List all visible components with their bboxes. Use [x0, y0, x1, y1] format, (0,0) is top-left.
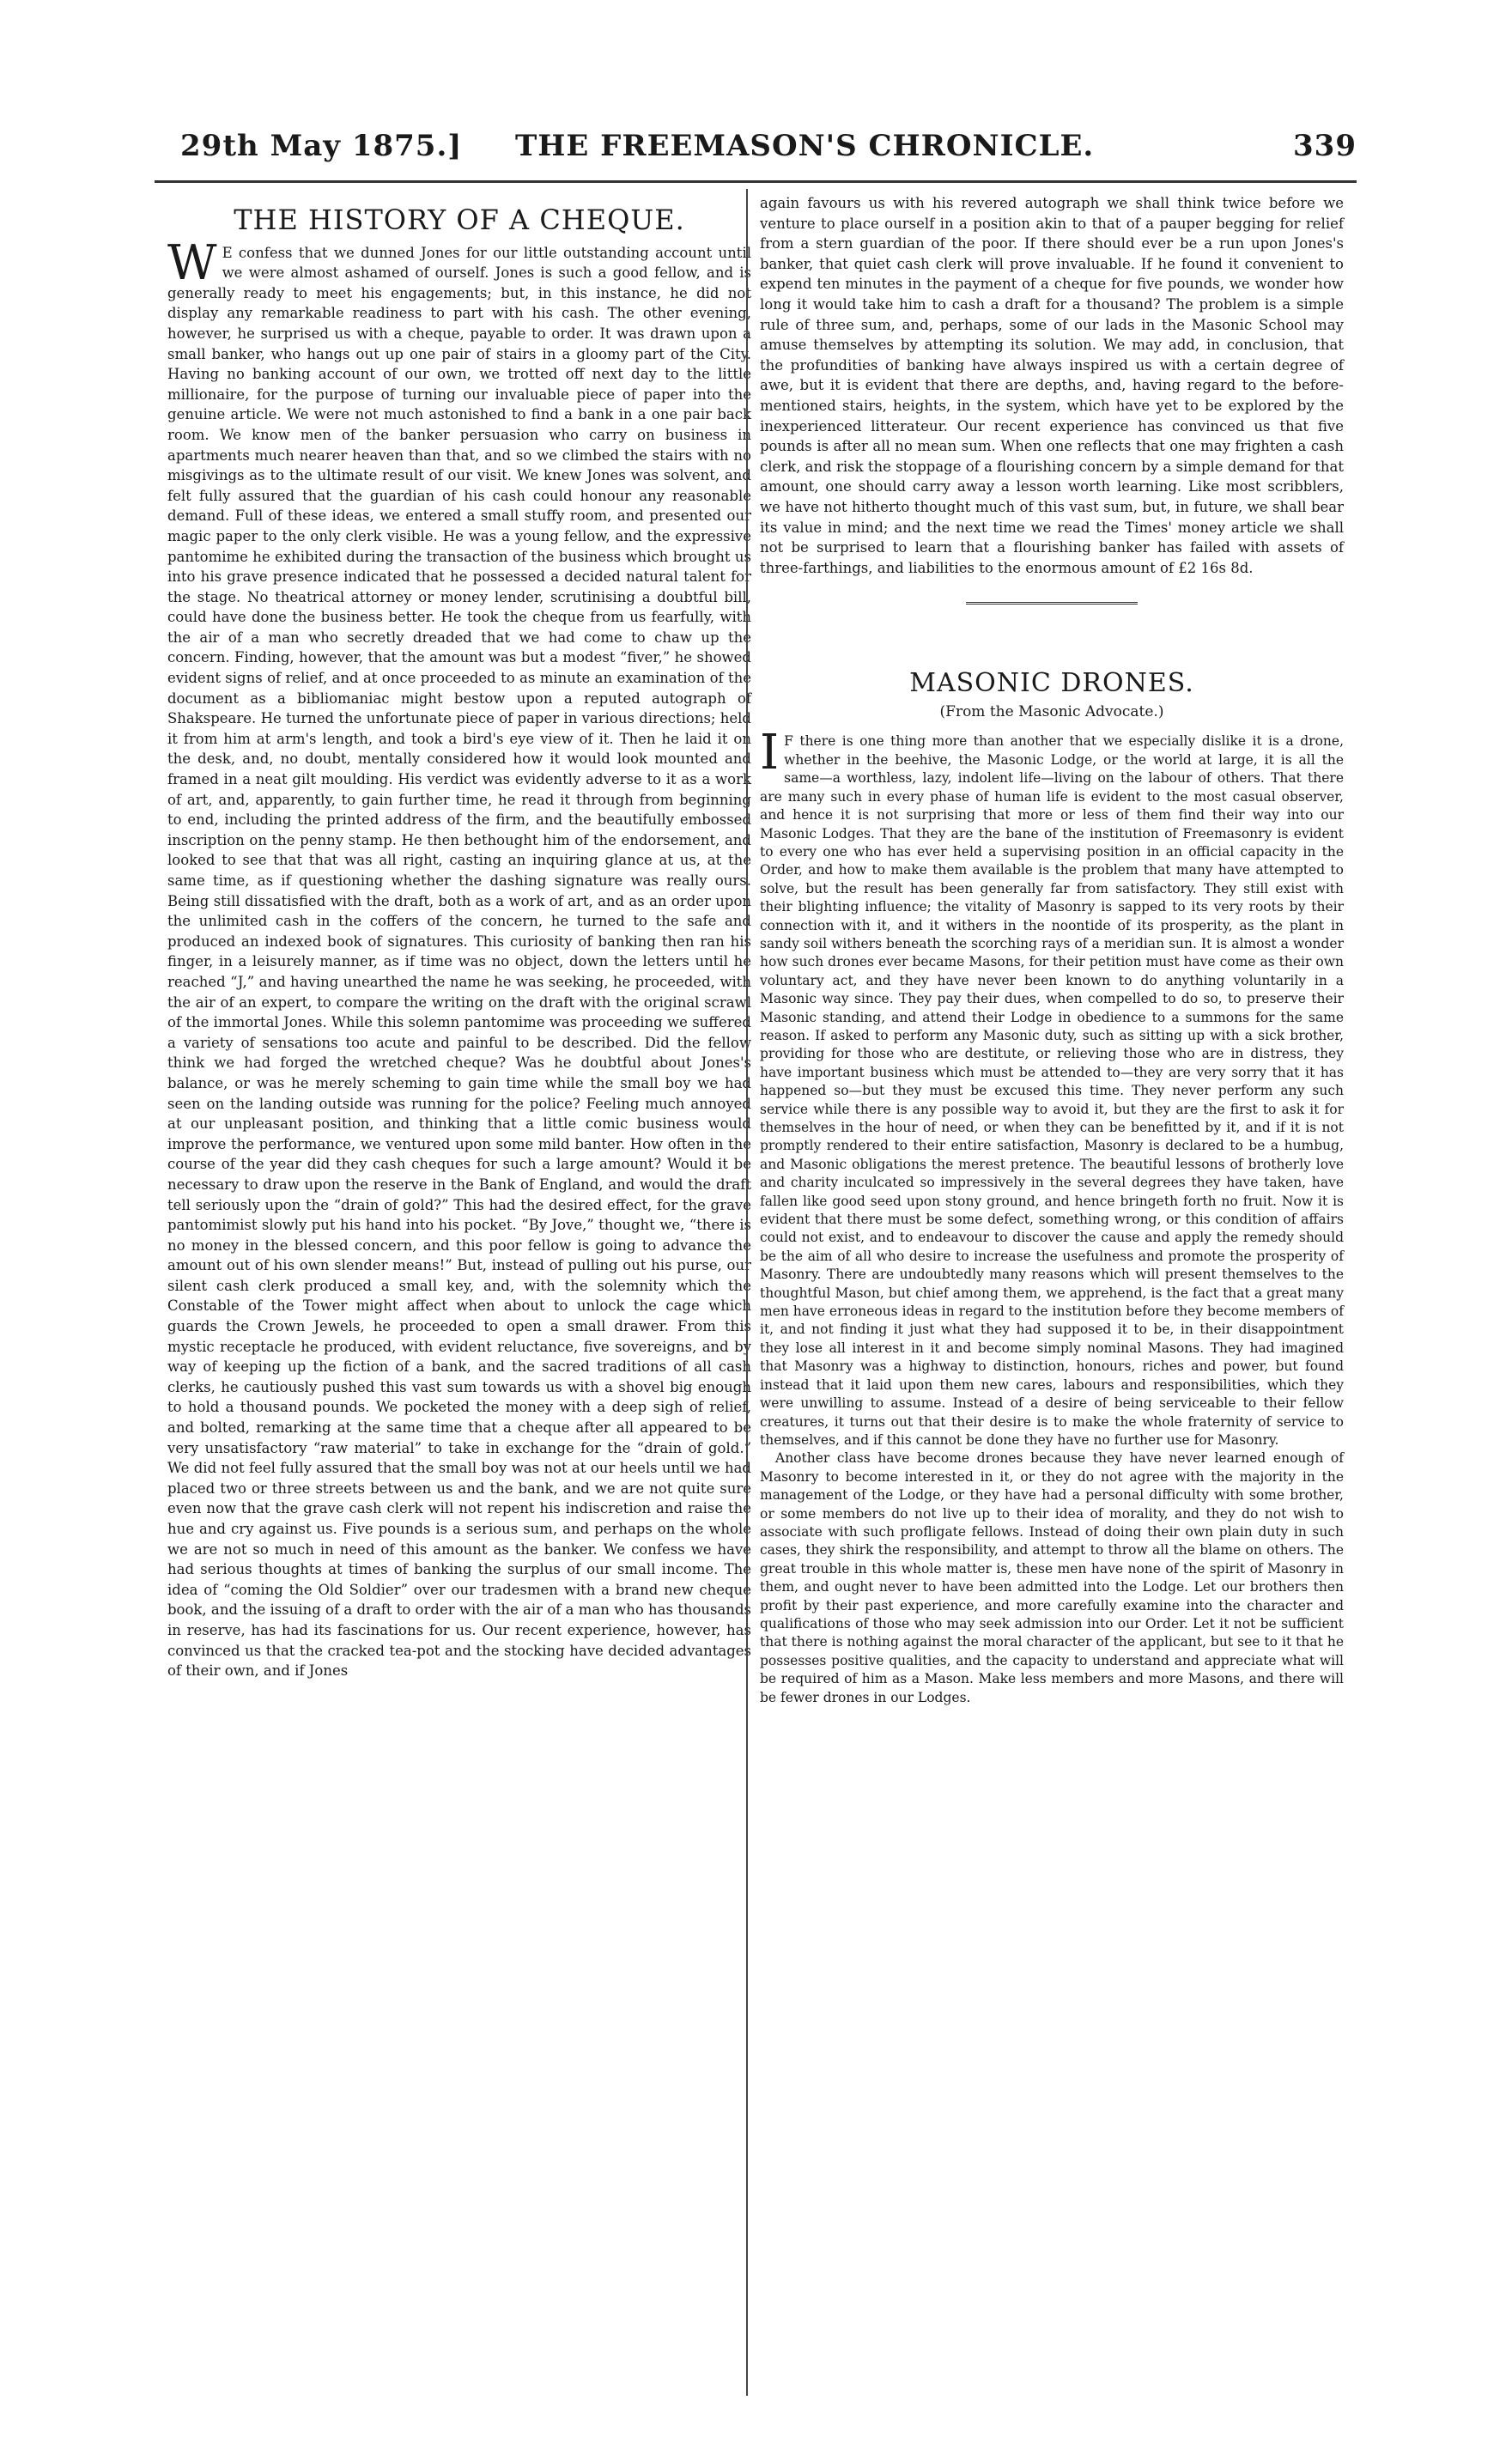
- column-left: [167, 193, 751, 1681]
- column-right: [760, 193, 1344, 1707]
- article-paragraph: [167, 234, 751, 1681]
- publication-title: THE FREEMASON'S CHRONICLE.: [515, 129, 1095, 163]
- second-article-body: [760, 725, 1344, 1707]
- column-divider: [746, 189, 748, 2396]
- masthead: [155, 129, 1357, 180]
- second-article-title: MASONIC DRONES.: [909, 668, 1194, 699]
- article-title: THE HISTORY OF A CHEQUE.: [234, 204, 685, 236]
- article-paragraph-continued: again favours us with his revered autograph we shall think twice before we venture to place ourself in a position akin to that of a pauper begging for relief from a stern guardian of the poor. If there should ever be a run upon Jones's banker, that quiet cash clerk will prove invaluable. If he found it convenient to expend ten minutes in the payment of a cheque for five pounds, we wonder how long it would take him to cash a draft for a thousand? The problem is a simple rule of three sum, and, perhaps, some of our lads in the Masonic School may amuse themselves by attempting its solution. We may add, in conclusion, that the profundities of banking have always inspired us with a certain degree of awe, but it is evident that there are depths, and, having regard to the before-mentioned stairs, heights, in the system, which have yet to be explored by the inexperienced litterateur. Our recent experience has convinced us that five pounds is after all no mean sum. When one reflects that one may frighten a cash clerk, and risk the stoppage of a flourishing concern by a simple demand for that amount, one should carry away a lesson worth learning. Like most scribblers, we have not hitherto thought much of this vast sum, but, in future, we shall bear its value in mind; and the next time we read the Times' money article we shall not be surprised to learn that a flourishing banker has failed with assets of three-farthings, and liabilities to the enormous amount of £2 16s 8d.: [760, 195, 1344, 576]
- header-rule: [155, 180, 1357, 183]
- page-number: 339: [1293, 129, 1357, 163]
- article-paragraph: [760, 725, 1344, 1449]
- drop-cap: W: [167, 234, 217, 291]
- article-text: E confess that we dunned Jones for our little outstanding account until we were almost ashamed of ourself. Jones is such a good fellow, and is generally ready to meet his engagements; but, in this instance, he did not display any remarkable readiness to part with his cash. The other evening, however, he surprised us with a cheque, payable to order. It was drawn upon a small banker, who hangs out up one pair of stairs in a gloomy part of the City. Having no banking account of our own, we trotted off next day to the little millionaire, for the purpose of turning our invaluable piece of paper into the genuine article. We were not much astonished to find a bank in a one pair back room. We know men of the banker persuasion who carry on business in apartments much nearer heaven than that, and so we climbed the stairs with no misgivings as to the ultimate result of our visit. We knew Jones was solvent, and felt fully assured that the guardian of his cash could honour any reasonable demand. Full of these ideas, we entered a small stuffy room, and presented our magic paper to the only clerk visible. He was a young fellow, and the expressive pantomime he exhibited during the transaction of the business which brought us into his grave presence indicated that he possessed a decided natural talent for the stage. No theatrical attorney or money lender, scrutinising a doubtful bill, could have done the business better. He took the cheque from us fearfully, with the air of a man who secretly dreaded that we had come to chaw up the concern. Finding, however, that the amount was but a modest “fiver,” he showed evident signs of relief, and at once proceeded to as minute an examination of the document as a bibliomaniac might bestow upon a reputed autograph of Shakspeare. He turned the unfortunate piece of paper in various directions; held it from him at arm's length, and took a bird's eye view of it. Then he laid it on the desk, and, no doubt, mentally considered how it would look mounted and framed in a neat gilt moulding. His verdict was evidently adverse to it as a work of art, and, apparently, to gain further time, he read it through from beginning to end, including the printed address of the firm, and the beautifully embossed inscription on the penny stamp. He then bethought him of the endorsement, and looked to see that that was all right, casting an inquiring glance at us, at the same time, as if questioning whether the dashing signature was really ours. Being still dissatisfied with the draft, both as a work of art, and as an order upon the unlimited cash in the coffers of the concern, he turned to the safe and produced an indexed book of signatures. This curiosity of banking then ran his finger, in a leisurely manner, as if time was no object, down the letters until he reached “J,” and having unearthed the name he was seeking, he proceeded, with the air of an expert, to compare the writing on the draft with the original scrawl of the immortal Jones. While this solemn pantomime was proceeding we suffered a variety of sensations too acute and painful to be described. Did the fellow think we had forged the wretched cheque? Was he doubtful about Jones's balance, or was he merely scheming to gain time while the small boy we had seen on the landing outside was running for the police? Feeling much annoyed at our unpleasant position, and thinking that a little comic business would improve the performance, we ventured upon some mild banter. How often in the course of the year did they cash cheques for such a large amount? Would it be necessary to draw upon the reserve in the Bank of England, and would the draft tell seriously upon the “drain of gold?” This had the desired effect, for the grave pantomimist slowly put his hand into his pocket. “By Jove,” thought we, “there is no money in the blessed concern, and this poor fellow is going to advance the amount out of his own slender means!” But, instead of pulling out his purse, our silent cash clerk produced a small key, and, with the solemnity which the Constable of the Tower might affect when about to unlock the cage which guards the Crown Jewels, he proceeded to open a small drawer. From this mystic receptacle he produced, with evident reluctance, five sovereigns, and by way of keeping up the fiction of a bank, and the sacred traditions of all cash clerks, he cautiously pushed this vast sum towards us with a shovel big enough to hold a thousand pounds. We pocketed the money with a deep sigh of relief, and bolted, remarking at the same time that a cheque after all appeared to be very unsatisfactory “raw material” to take in exchange for the “drain of gold.” We did not feel fully assured that the small boy was not at our heels until we had placed two or three streets between us and the bank, and we are not quite sure even now that the grave cash clerk will not repent his indiscretion and raise the hue and cry against us. Five pounds is a serious sum, and perhaps on the whole we are not so much in need of this amount as the banker. We confess we have had serious thoughts at times of banking the surplus of our small income. The idea of “coming the Old Soldier” over our tradesmen with a brand new cheque book, and the issuing of a draft to order with the air of a man who has thousands in reserve, has had its fascinations for us. Our recent experience, however, has convinced us that the cracked tea-pot and the stocking have decided advantages of their own, and if Jones: [167, 244, 751, 1680]
- article-text: F there is one thing more than another that we especially dislike it is a drone, whether in the beehive, the Masonic Lodge, or the world at large, it is all the same—a worthless, lazy, indolent life—living on the labour of others. That there are many such in every phase of human life is evident to the most casual observer, and hence it is not surprising that more or less of them find their way into our Masonic Lodges. That they are the bane of the institution of Freemasonry is evident to every one who has ever held a supervising position in an official capacity in the Order, and how to make them available is the problem that many have attempted to solve, but the result has been generally far from satisfactory. They still exist with their blighting influence; the vitality of Masonry is sapped to its very roots by their connection with it, and it withers in the noontide of its prosperity, as the plant in sandy soil withers beneath the scorching rays of a meridian sun. It is almost a wonder how such drones ever became Masons, for their petition must have come as their own voluntary act, and they have never been known to do anything voluntarily in a Masonic way since. They pay their dues, when compelled to do so, to preserve their Masonic standing, and attend their Lodge in obedience to a summons for the same reason. If asked to perform any Masonic duty, such as sitting up with a sick brother, providing for those who are destitute, or relieving those who are in distress, they have important business which must be attended to—they are very sorry that it has happened so—but they must be excused this time. They never perform any such service while there is any possible way to avoid it, but they are the first to ask it for themselves in the hour of need, or when they can be benefitted by it, and if it is not promptly rendered to their entire satisfaction, Masonry is declared to be a humbug, and Masonic obligations the merest pretence. The beautiful lessons of brotherly love and charity inculcated so impressively in the several degrees they have taken, have fallen like good seed upon stony ground, and hence bringeth forth no fruit. Now it is evident that there must be some defect, something wrong, or this condition of affairs could not exist, and to endeavour to discover the cause and apply the remedy should be the aim of all who desire to increase the usefulness and promote the prosperity of Masonry. There are undoubtedly many reasons which will present themselves to the thoughtful Mason, but chief among them, we apprehend, is the fact that a great many men have erroneous ideas in regard to the institution before they become members of it, and not finding it just what they had supposed it to be, in their disappointment they lose all interest in it and become simply nominal Masons. They had imagined that Masonry was a highway to distinction, honours, riches and power, but found instead that it laid upon them new cares, labours and responsibilities, which they were unwilling to assume. Instead of a desire of being serviceable to their fellow creatures, it turns out that their desire is to make the whole fraternity of service to themselves, and if this cannot be done they have no further use for Masonry.: [760, 733, 1344, 1448]
- section-divider-ornament: [966, 602, 1138, 605]
- article-source: (From the Masonic Advocate.): [939, 702, 1164, 720]
- article-paragraph: Another class have become drones because they have never learned enough of Masonry to become interested in it, or they do not agree with the majority in the management of the Lodge, or they have had a personal difficulty with some brother, or some members do not live up to their idea of morality, and they do not wish to associate with such profligate fellows. Instead of doing their own plain duty in such cases, they shirk the responsibility, and attempt to throw all the blame on others. The great trouble in this whole matter is, these men have none of the spirit of Masonry in them, and ought never to have been admitted into the Lodge. Let our brothers then profit by their past experience, and more carefully examine into the character and qualifications of those who may seek admission into our Order. Let it not be sufficient that there is nothing against the moral character of the applicant, but see to it that he possesses positive qualities, and the capacity to understand and appreciate what will be required of him as a Mason. Make less members and more Masons, and there will be fewer drones in our Lodges.: [760, 1450, 1344, 1705]
- issue-date: 29th May 1875.]: [180, 129, 463, 163]
- drop-cap: I: [760, 725, 780, 781]
